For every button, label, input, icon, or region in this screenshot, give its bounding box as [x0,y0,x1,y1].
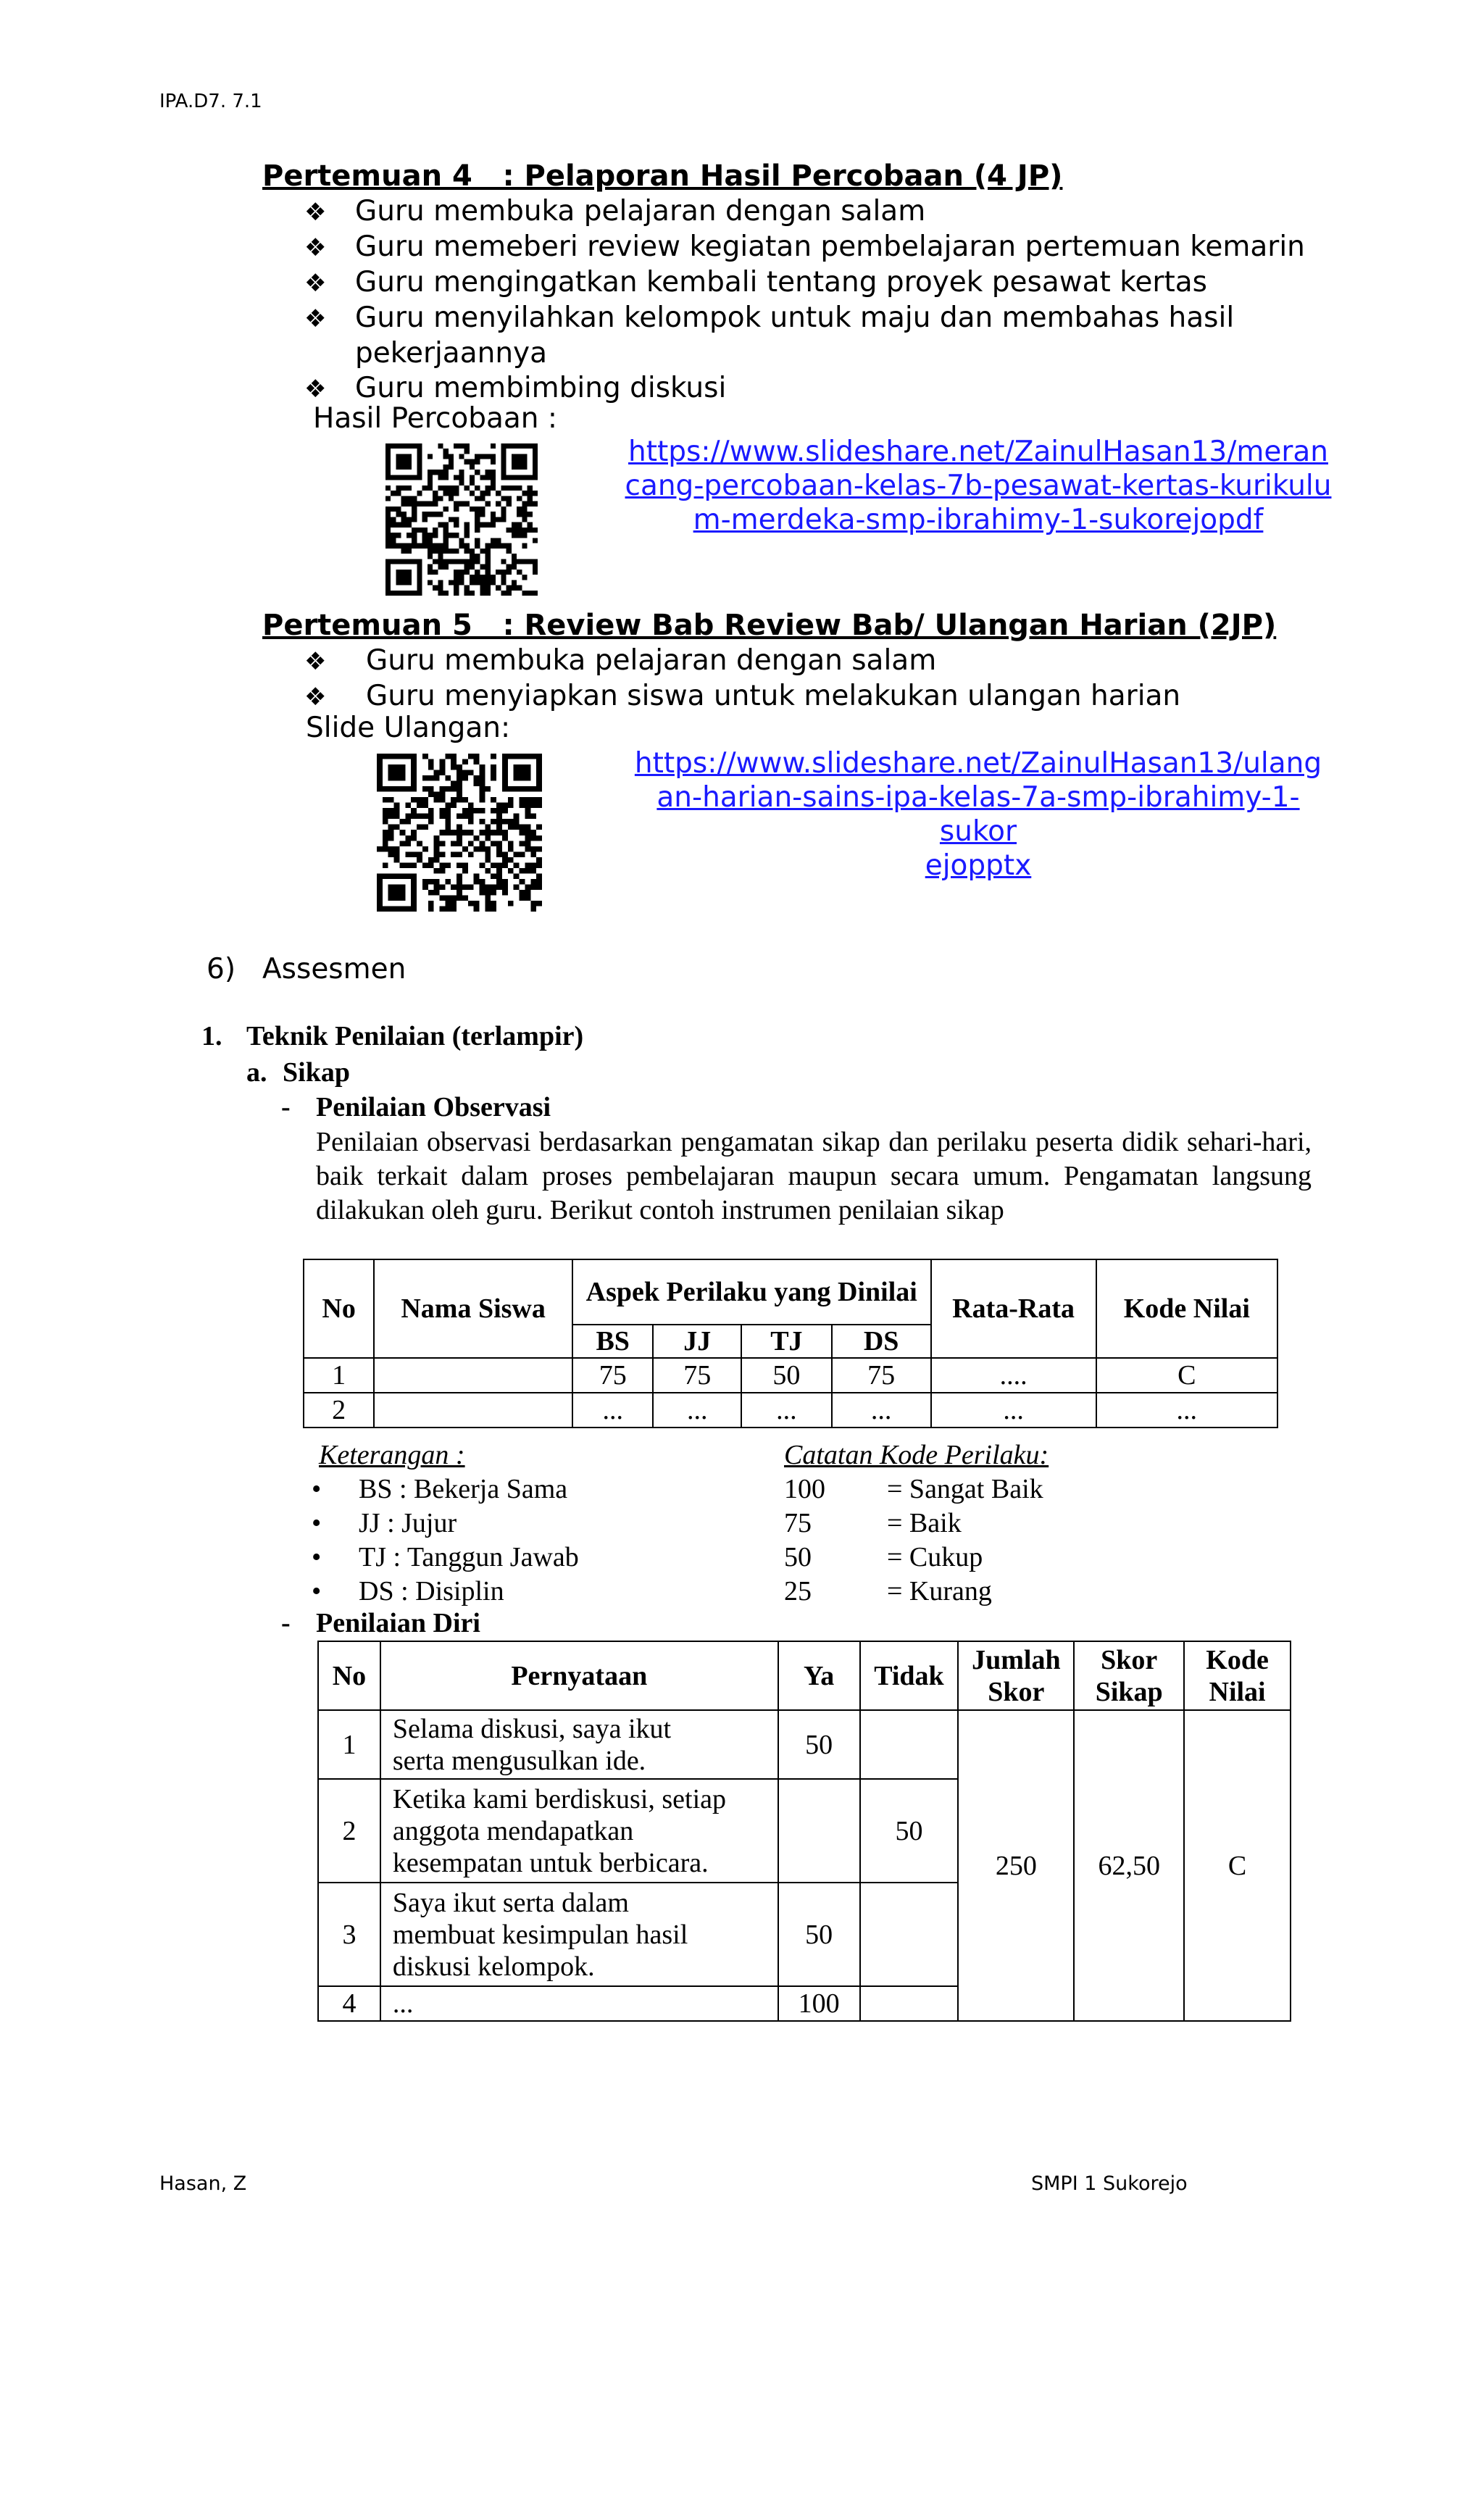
diamond-bullet-icon: ❖ [304,269,327,298]
header-ds: DS [832,1325,931,1358]
list-item: ❖ Guru mengingatkan kembali tentang proyek pesawat kertas [304,265,1305,301]
observation-text: Penilaian observasi berdasarkan pengamatan sikap dan perilaku peserta didik sehari-hari, baik terkait dalam proses pembelajaran maupun secara umum. Pengamatan langsung dilakukan oleh guru. Berikut contoh instrumen penilaian sikap [316,1127,1312,1225]
list-item: ❖ Guru menyilahkan kelompok untuk maju dan membahas hasil [304,301,1305,336]
diamond-bullet-icon: ❖ [304,683,327,712]
dash-bullet: - [281,1608,291,1638]
cell-no-answer [860,1710,959,1779]
cell-statement: Selama diskusi, saya ikut serta mengusulkan ide. [380,1710,778,1779]
header-no: No [318,1641,380,1710]
qr-code-icon [377,754,542,912]
header-no-answer: Tidak [860,1641,959,1710]
header-jj: JJ [653,1325,741,1358]
list-item: 75 = Baik [784,1508,962,1538]
cell-attitude-score: 62,50 [1074,1710,1184,2021]
meeting-5-link[interactable] [630,746,1326,883]
list-item: ❖ Guru menyiapkan siswa untuk melakukan ulangan harian [304,679,1180,714]
cell-tj: 50 [741,1358,832,1393]
cell-jj: ... [653,1393,741,1428]
meeting-5-bullets [304,643,1180,714]
cell-no: 3 [318,1883,380,1986]
cell-yes [778,1779,860,1883]
legend-keterangan-title: Keterangan : [319,1440,465,1470]
list-item: • JJ : Jujur [312,1508,457,1538]
cell-average: .... [931,1358,1096,1393]
cell-statement: Saya ikut serta dalam membuat kesimpulan hasil diskusi kelompok. [380,1883,778,1986]
dash-bullet: - [281,1092,291,1122]
link-line[interactable]: https://www.slideshare.net/ZainulHasan13/meran [628,435,1328,468]
table-row [304,1393,1277,1428]
cell-no: 1 [304,1358,374,1393]
technique-number: 1. [201,1021,222,1051]
self-assessment-title: Penilaian Diri [316,1608,480,1638]
meeting-5-title: Pertemuan 5 : Review Bab Review Bab/ Ulangan Harian (2JP) [262,609,1277,642]
list-item: ❖ Guru membimbing diskusi [304,371,1305,407]
cell-grade: C [1184,1710,1291,2021]
header-bs: BS [572,1325,653,1358]
cell-no: 2 [304,1393,374,1428]
cell-name [374,1393,572,1428]
cell-no-answer [860,1883,959,1986]
diamond-bullet-icon: ❖ [304,647,327,676]
sub-a-heading: Sikap [283,1057,350,1088]
list-item: 25 = Kurang [784,1576,992,1606]
header-statement: Pernyataan [380,1641,778,1710]
cell-bs: ... [572,1393,653,1428]
list-item: • BS : Bekerja Sama [312,1474,568,1504]
cell-tj: ... [741,1393,832,1428]
slide-label: Slide Ulangan: [306,712,511,744]
assessment-heading: Assesmen [262,953,407,985]
link-line[interactable]: an-harian-sains-ipa-kelas-7a-smp-ibrahimy-1-sukor [656,781,1300,848]
header-total: Jumlah Skor [958,1641,1074,1710]
footer-school: SMPI 1 Sukorejo [1031,2172,1188,2195]
cell-yes: 100 [778,1986,860,2021]
cell-jj: 75 [653,1358,741,1393]
meeting-4-bullets [304,194,1305,407]
list-item: 50 = Cukup [784,1542,983,1572]
observation-table [303,1259,1278,1428]
cell-average: ... [931,1393,1096,1428]
header-attitude: Skor Sikap [1074,1641,1184,1710]
observation-title: Penilaian Observasi [316,1092,551,1122]
cell-grade: C [1096,1358,1277,1393]
table-row [304,1358,1277,1393]
header-name: Nama Siswa [374,1259,572,1358]
cell-ds: 75 [832,1358,931,1393]
qr-code-icon [385,443,538,596]
link-line[interactable]: m-merdeka-smp-ibrahimy-1-sukorejopdf [693,504,1264,536]
cell-no: 4 [318,1986,380,2021]
header-grade: Kode Nilai [1096,1259,1277,1358]
cell-no-answer: 50 [860,1779,959,1883]
header-tj: TJ [741,1325,832,1358]
legend-catatan [784,1438,1049,1609]
header-no: No [304,1259,374,1358]
list-item: 100 = Sangat Baik [784,1474,1043,1504]
cell-no: 1 [318,1710,380,1779]
cell-statement: Ketika kami berdiskusi, setiap anggota mendapatkan kesempatan untuk berbicara. [380,1779,778,1883]
cell-grade: ... [1096,1393,1277,1428]
document-code: IPA.D7. 7.1 [159,91,262,112]
diamond-bullet-icon: ❖ [304,233,327,262]
result-label: Hasil Percobaan : [313,402,558,435]
cell-total-score: 250 [958,1710,1074,2021]
cell-statement: ... [380,1986,778,2021]
table-row [318,1710,1291,1779]
meeting-4-title: Pertemuan 4 : Pelaporan Hasil Percobaan (4 JP) [262,159,1063,193]
footer-author: Hasan, Z [159,2172,247,2195]
cell-ds: ... [832,1393,931,1428]
diamond-bullet-icon: ❖ [304,304,327,333]
self-assessment-table [317,1641,1291,2022]
list-item: ❖ Guru memeberi review kegiatan pembelajaran pertemuan kemarin [304,230,1305,265]
cell-yes: 50 [778,1883,860,1986]
meeting-4-link[interactable] [623,435,1333,537]
header-yes: Ya [778,1641,860,1710]
legend-keterangan [312,1438,579,1609]
link-line[interactable]: ejopptx [925,849,1032,882]
list-item: ❖ Guru membuka pelajaran dengan salam [304,194,1305,230]
diamond-bullet-icon: ❖ [304,198,327,227]
diamond-bullet-icon: ❖ [304,375,327,404]
assessment-number: 6) [207,953,236,985]
link-line[interactable]: https://www.slideshare.net/ZainulHasan13/ulang [634,747,1322,780]
header-grade: Kode Nilai [1184,1641,1291,1710]
cell-no: 2 [318,1779,380,1883]
header-aspect: Aspek Perilaku yang Dinilai [572,1259,931,1325]
list-item-continuation: pekerjaannya [355,337,548,370]
sub-a-number: a. [246,1057,267,1088]
header-average: Rata-Rata [931,1259,1096,1358]
list-item: ❖ Guru membuka pelajaran dengan salam [304,643,1180,679]
link-line[interactable]: cang-percobaan-kelas-7b-pesawat-kertas-kurikulu [625,470,1332,502]
cell-name [374,1358,572,1393]
cell-yes: 50 [778,1710,860,1779]
list-item: • TJ : Tanggun Jawab [312,1542,579,1572]
cell-bs: 75 [572,1358,653,1393]
list-item: • DS : Disiplin [312,1576,504,1606]
legend-catatan-title: Catatan Kode Perilaku: [784,1440,1049,1470]
technique-heading: Teknik Penilaian (terlampir) [246,1021,584,1051]
cell-no-answer [860,1986,959,2021]
